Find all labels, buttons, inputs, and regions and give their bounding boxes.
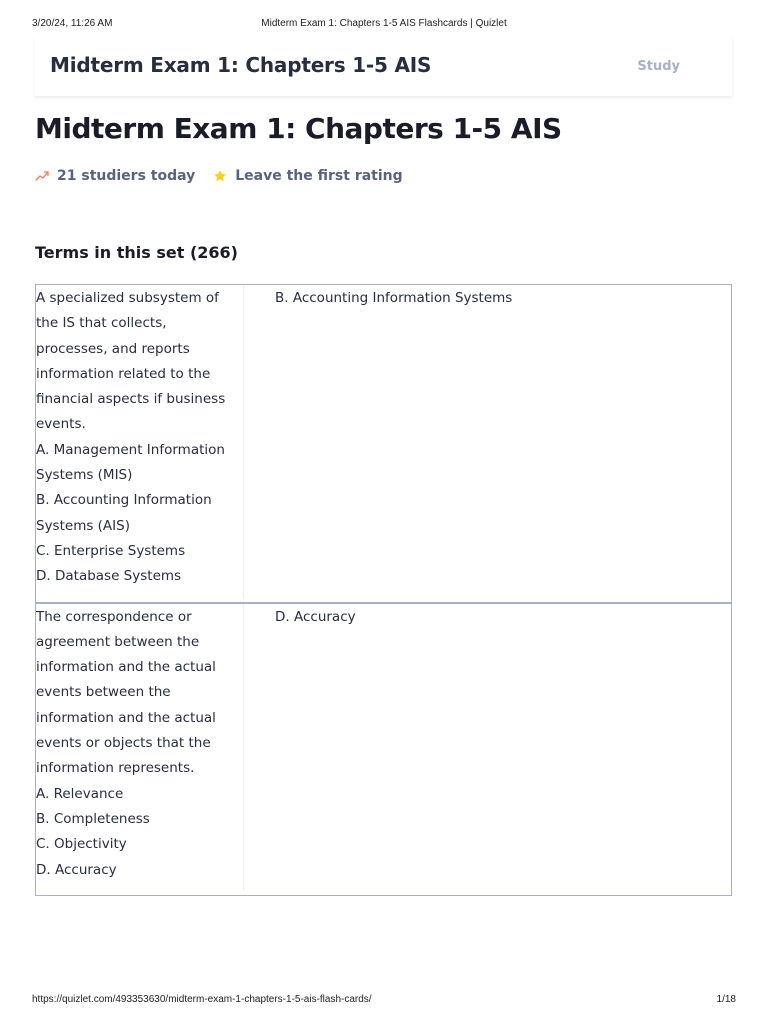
term-row	[36, 285, 731, 602]
definition-text: D. Accuracy	[275, 608, 356, 625]
sticky-header-bar	[35, 36, 732, 96]
term-text: The correspondence or agreement between the information and the actual events between the information and the actual events or objects that the information represents. A. Relevance B. Completeness C. Objectivity D. Accuracy	[36, 604, 244, 891]
studiers-count: 21 studiers today	[57, 168, 196, 184]
terms-table	[35, 284, 732, 896]
page-number: 1/18	[716, 994, 736, 1005]
print-datetime: 3/20/24, 11:26 AM	[32, 18, 113, 29]
print-footer	[32, 994, 736, 1008]
terms-heading: Terms in this set (266)	[35, 243, 238, 262]
print-url: https://quizlet.com/493353630/midterm-exam-1-chapters-1-5-ais-flash-cards/	[32, 994, 372, 1005]
trending-up-icon	[35, 169, 49, 183]
set-meta-row	[35, 166, 403, 186]
definition-text: B. Accounting Information Systems	[275, 290, 513, 306]
study-button[interactable]: Study	[637, 59, 680, 74]
page-title: Midterm Exam 1: Chapters 1-5 AIS	[35, 112, 562, 145]
print-header	[32, 18, 736, 32]
star-icon	[213, 169, 227, 183]
term-row	[36, 602, 731, 895]
print-doc-title: Midterm Exam 1: Chapters 1-5 AIS Flashcards | Quizlet	[261, 18, 507, 29]
leave-rating-link[interactable]: Leave the first rating	[235, 168, 403, 184]
term-text: A specialized subsystem of the IS that collects, processes, and reports information related to the financial aspects if business events. A. Management Information Systems (MIS) B. Accounting Information Systems (AIS) C. Enterprise Systems D. Database Systems	[36, 285, 244, 598]
header-set-title: Midterm Exam 1: Chapters 1-5 AIS	[50, 53, 432, 77]
